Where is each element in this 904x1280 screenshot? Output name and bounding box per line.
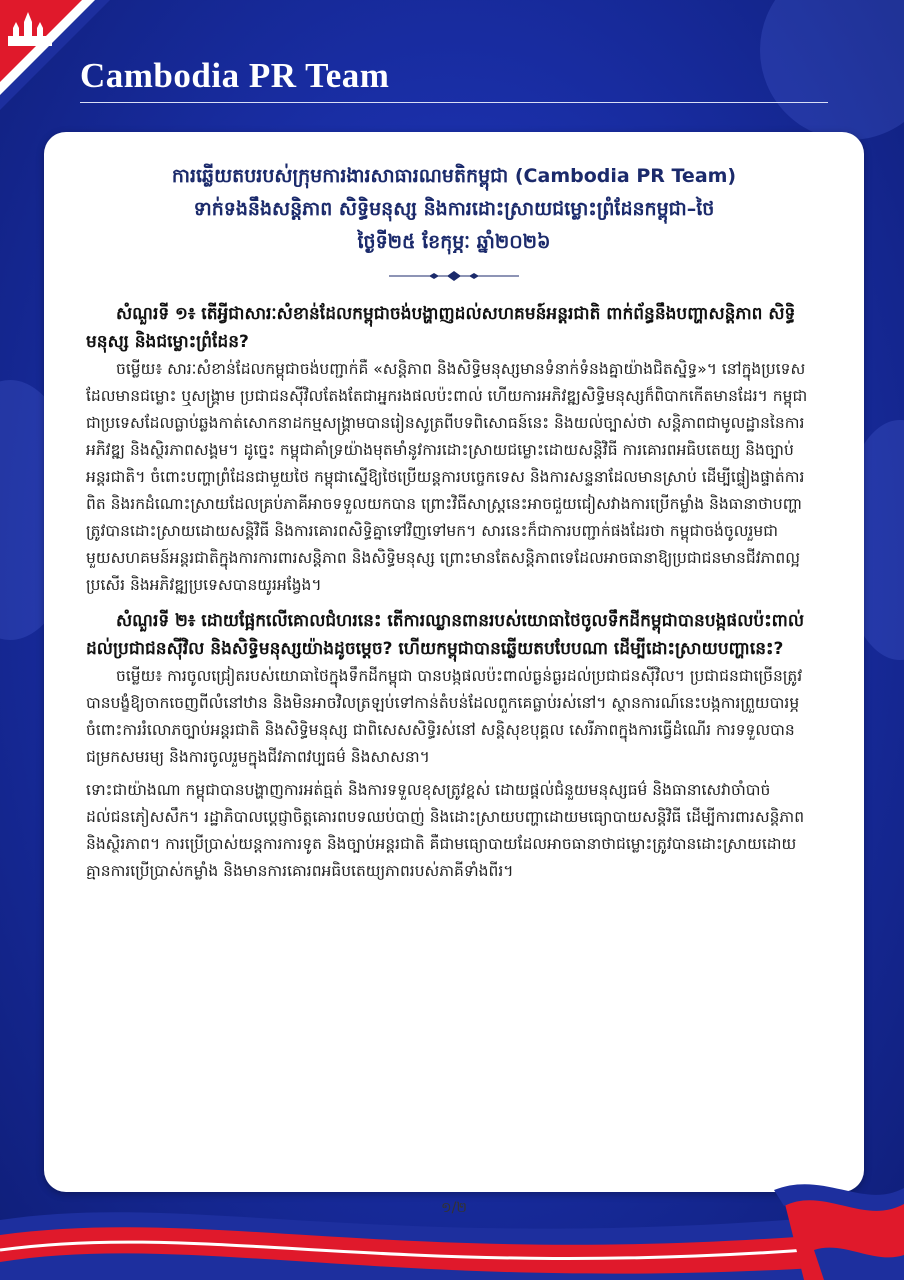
question-2: សំណួរទី ២៖ ដោយផ្អែកលើគោលជំហរនេះ តើការឈ្លានពានរបស់យោធាថៃចូលទឹកដីកម្ពុជាបានបង្កផលប៉ះពាល់ដល់ប្រជាជនស៊ីវិល និងសិទ្ធិមនុស្សយ៉ាងដូចម្ដេច? ហើយកម្ពុជាបានឆ្លើយតបបែបណា ដើម្បីដោះស្រាយបញ្ហានេះ? <box>86 611 805 659</box>
question-1: សំណួរទី ១៖ តើអ្វីជាសារៈសំខាន់ដែលកម្ពុជាចង់បង្ហាញដល់សហគមន៍អន្តរជាតិ ពាក់ព័ន្ធនឹងបញ្ហាសន្តិភាព សិទ្ធិមនុស្ស និងជម្លោះព្រំដែន? <box>86 304 796 352</box>
answer-1: ចម្លើយ៖ សារៈសំខាន់ដែលកម្ពុជាចង់បញ្ជាក់គឺ «សន្តិភាព និងសិទ្ធិមនុស្សមានទំនាក់ទំនងគ្នាយ៉ាងជិតស្និទ្ធ»។ នៅក្នុងប្រទេសដែលមានជម្លោះ ឬសង្គ្រាម ប្រជាជនស៊ីវិលតែងតែជាអ្នករងផលប៉ះពាល់ ហើយការអភិវឌ្ឍសិទ្ធិមនុស្សក៏ពិបាកកើតមានដែរ។ កម្ពុជាជាប្រទេសដែលធ្លាប់ឆ្លងកាត់សោកនាដកម្មសង្គ្រាមបានរៀនសូត្រពីបទពិសោធន៍នេះ និងយល់ច្បាស់ថា សន្តិភាពជាមូលដ្ឋាននៃការអភិវឌ្ឍ និងស្ថិរភាពសង្គម។ ដូច្នេះ កម្ពុជាគាំទ្រយ៉ាងមុតមាំនូវការដោះស្រាយជម្លោះដោយសន្តិវិធី ការគោរពអធិបតេយ្យ និងច្បាប់អន្តរជាតិ។ ចំពោះបញ្ហាព្រំដែនជាមួយថៃ កម្ពុជាស្នើឱ្យថៃប្រើយន្តការបច្ចេកទេស និងការសន្ទនាដែលមានស្រាប់ ដើម្បីផ្ទៀងផ្ទាត់ការពិត និងរកដំណោះស្រាយដែលគ្រប់ភាគីអាចទទួលយកបាន ព្រោះវិធីសាស្ត្រនេះអាចជួយជៀសវាងការប្រើកម្លាំង និងធានាថាបញ្ហាត្រូវបានដោះស្រាយដោយសន្តិវិធី និងការគោរពសិទ្ធិគ្នាទៅវិញទៅមក។ សារនេះក៏ជាការបញ្ជាក់ផងដែរថា កម្ពុជាចង់ចូលរួមជាមួយសហគមន៍អន្តរជាតិក្នុងការការពារសន្តិភាព និងសិទ្ធិមនុស្ស ព្រោះមានតែសន្តិភាពទេដែលអាចធានាឱ្យប្រជាជនមានជីវភាពល្អប្រសើរ និងអភិវឌ្ឍប្រទេសបានយូរអង្វែង។ <box>86 360 808 594</box>
ornament-divider <box>389 270 519 282</box>
answer-2-continued: ទោះជាយ៉ាងណា កម្ពុជាបានបង្ហាញការអត់ធ្មត់ និងការទទួលខុសត្រូវខ្ពស់ ដោយផ្តល់ជំនួយមនុស្សធម៌ និងធានាសេវាចាំបាច់ដល់ជនភៀសសឹក។ រដ្ឋាភិបាលប្តេជ្ញាចិត្តគោរពបទឈប់បាញ់ និងដោះស្រាយបញ្ហាដោយមធ្យោបាយសន្តិវិធី ដើម្បីការពារសន្តិភាព និងស្ថិរភាព។ ការប្រើប្រាស់យន្តការការទូត និងច្បាប់អន្តរជាតិ គឺជាមធ្យោបាយដែលអាចធានាថាជម្លោះត្រូវបានដោះស្រាយដោយគ្មានការប្រើប្រាស់កម្លាំង និងមានការគោរពអធិបតេយ្យភាពរបស់ភាគីទាំងពីរ។ <box>86 781 805 880</box>
page-number: ១/២ <box>441 1200 467 1216</box>
document-title <box>84 160 824 259</box>
title-line: ការឆ្លើយតបរបស់ក្រុមការងារសាធារណមតិកម្ពុជា (Cambodia PR Team) <box>171 165 737 187</box>
header-title: Cambodia PR Team <box>80 56 390 95</box>
document-card <box>44 132 864 1216</box>
background-flower <box>760 0 904 140</box>
answer-2: ចម្លើយ៖ ការចូលជ្រៀតរបស់យោធាថៃក្នុងទឹកដីកម្ពុជា បានបង្កផលប៉ះពាល់ធ្ងន់ធ្ងរដល់ប្រជាជនស៊ីវិល។ ប្រជាជនជាច្រើនត្រូវបានបង្ខំឱ្យចាកចេញពីលំនៅឋាន និងមិនអាចវិលត្រឡប់ទៅកាន់តំបន់ដែលពួកគេធ្លាប់រស់នៅ។ ស្ថានការណ៍នេះបង្កការព្រួយបារម្ភចំពោះការរំលោភច្បាប់អន្តរជាតិ និងសិទ្ធិមនុស្ស ជាពិសេសសិទ្ធិរស់នៅ សន្តិសុខបុគ្គល សេរីភាពក្នុងការធ្វើដំណើរ ការទទួលបានជម្រកសមរម្យ និងការចូលរួមក្នុងជីវភាពវប្បធម៌ និងសាសនា។ <box>86 667 803 766</box>
title-line: ថ្ងៃទី២៥ ខែកុម្ភៈ ឆ្នាំ២០២៦ <box>357 231 551 253</box>
title-line: ទាក់ទងនឹងសន្តិភាព សិទ្ធិមនុស្ស និងការដោះស្រាយជម្លោះព្រំដែនកម្ពុជា–ថៃ <box>193 198 715 220</box>
document-body <box>86 300 816 885</box>
waving-flag-icon <box>764 1170 904 1280</box>
header-divider <box>80 102 828 103</box>
